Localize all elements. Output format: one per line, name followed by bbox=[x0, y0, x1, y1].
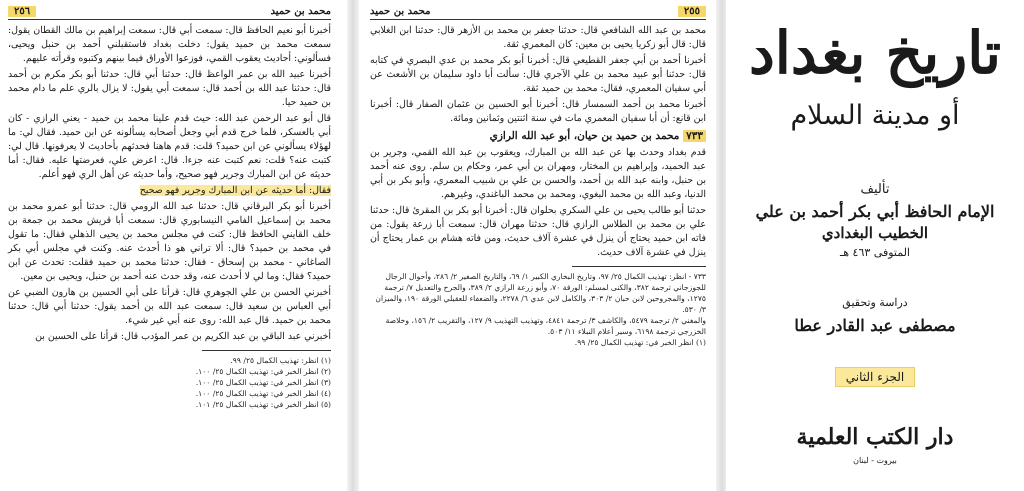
footnotes bbox=[370, 271, 706, 348]
paragraph: قدم بغداد وحدث بها عن عبد الله بن المبارك، ويعقوب بن عبد الله القمي، وجرير بن عبد الحميد، وإبراهيم بن المختار، ومهران بن أبي عمر، وحكام بن سلم. روى عنه أحمد بن حنبل، وابنه عبد الله بن أحمد، والحسن بن علي بن شبيب المعمري، وأبو بكر بن أبي الدنيا، وعبد الله بن محمد البغوي، ومحمد بن محمد الباغندي، وغيرهم. bbox=[370, 147, 706, 200]
volume-label: الجزء الثاني bbox=[835, 367, 915, 387]
paragraph: أخبرنا عبيد الله بن عمر الواعظ قال: حدثنا أبي قال: حدثنا أبو بكر مكرم بن أحمد قال: حدثنا عبد الله بن أحمد قال: سمعت أبي يقول: لا يزال بالري علم ما دام محمد بن حميد حيا. bbox=[8, 69, 331, 108]
paragraph: أخبرني عبد الباقي بن عبد الكريم بن عمر المؤدب قال: قرأنا على الحسين بن bbox=[35, 331, 331, 342]
footnote: (٤) انظر الخبر في: تهذيب الكمال ٢٥/ ١٠٠. bbox=[195, 389, 331, 398]
page-header bbox=[370, 6, 706, 20]
paragraph: أخبرنا محمد بن أحمد السمسار قال: أخبرنا أبو الحسين بن عثمان الصفار قال: أخبرنا ابن قانع: أن أبا سفيان المعمري مات في سنة اثنتين وثمانين ومائة. bbox=[370, 99, 706, 124]
page-number: ٢٥٦ bbox=[8, 6, 36, 17]
paragraph: أخبرني الحسن بن علي الجوهري قال: قرأنا على أبي الحسين بن هارون الضبي عن أبي العباس بن سعيد قال: سمعت عبد الله بن أحمد يقول: حدثنا أبي قال: حدثنا محمد بن حميد. قال عبد الله: روى عنه أبي غير شيء. bbox=[8, 287, 331, 326]
paragraph: أخبرنا أحمد بن أبي جعفر القطيعي قال: أخبرنا أبو بكر محمد بن عدي البصري في كتابه قال: حدثنا أبو عبيد محمد بن علي الآجري قال: سألت أبا داود سليمان بن الأشعث عن أبي سفيان المعمري، فقال: محمد بن حميد ثقة. bbox=[370, 55, 706, 94]
highlighted-quote bbox=[8, 184, 331, 198]
footnote: (١) انظر: تهذيب الكمال ٢٥/ ٩٩. bbox=[230, 356, 331, 365]
footnote: ٧٣٣ - انظر: تهذيب الكمال ٢٥/ ٩٧، وتاريخ البخاري الكبير ١/ ٦٩، والتاريخ الصغير ٢/ ٢٨٦، وأحوال الرجال للجوزجاني ترجمة ٣٨٢، والكنى لمسلم: الورقة ٧٠، وأبو زرعة الرازي ٢/ ٣٨٩، والجرح والتعديل ٧/ ترجمة ١٢٧٥، والمجروحين لابن حبان ٢/ ٣٠٣، والكامل لابن عدي ٦/ ٢٢٧٨، والضعفاء للعقيلي الورقة ١٩٠، والميزان ٣/ ٥٣٠. bbox=[375, 272, 706, 314]
volume bbox=[726, 370, 1024, 384]
footnote-rule bbox=[572, 266, 706, 267]
author-nisba: الخطيب البغدادي bbox=[821, 224, 929, 242]
editor-name: مصطفى عبد القادر عطا bbox=[794, 316, 956, 335]
page-number: ٢٥٥ bbox=[678, 6, 706, 17]
page-gutter bbox=[347, 0, 359, 491]
edition-label: دراسة وتحقيق bbox=[842, 296, 908, 309]
paragraph: قال أبو عبد الرحمن عبد الله: حيث قدم علينا محمد بن حميد - يعني الرازي - كان أبي بالعسكر، فلما خرج قدم أبي وجعل أصحابه يسألونه عن ابن حميد. فقال لي: ما لهؤلاء يسألوني عن ابن حميد؟ قلت: قدم هاهنا فحدثهم بأحاديث لا يعرفونها. قال لي: كتبت عنه؟ قلت: نعم كتبت عنه جزءا. قال: اعرض علي، فعرضتها عليه. فقال: أما حديثه عن ابن المبارك وجرير فهو صحيح، وأما حديثه عن أهل الري فهو أعلم. bbox=[8, 113, 331, 180]
paragraph: محمد بن عبد الله الشافعي قال: حدثنا جعفر بن محمد بن الأزهر قال: حدثنا ابن الغلابي قال: قال أبو زكريا يحيى بن معين: كان المعمري ثقة. bbox=[370, 25, 706, 50]
running-header: محمد بن حميد bbox=[270, 6, 331, 17]
paragraph: أخبرنا أبو بكر البرقاني قال: حدثنا عبد الله الرومي قال: حدثنا أبو عمرو محمد بن محمد بن إسماعيل الفامي النيسابوري قال: سمعت أبا قريش محمد بن جمعة بن خلف القايني الحافظ قال: كنت في مجلس محمد بن يحيى الذهلي فقال: ما تقول في محمد بن حميد؟ قال: ألا تراني هو ذا أحدث عنه. وكنت في مجلس أبي بكر الصاغاني - محمد بن إسحاق - فقال: حدثنا محمد بن حميد فقلت: تحدث عن ابن حميد؟ فقال: وما لي لا أحدث عنه، وقد حدث عنه أحمد بن حنبل، ويحيى بن معين. bbox=[8, 201, 331, 282]
book-title: تاريخ بغداد bbox=[748, 19, 1002, 87]
entry-number: ٧٣٣ bbox=[683, 130, 706, 142]
page-256 bbox=[0, 0, 345, 491]
entry-heading bbox=[370, 129, 706, 143]
title-page bbox=[726, 0, 1024, 491]
footnote: (١) انظر الخبر في: تهذيب الكمال ٢٥/ ٩٩. bbox=[574, 338, 706, 347]
footnotes bbox=[8, 355, 331, 410]
page-body bbox=[370, 24, 706, 260]
footnote: والمغني ٢/ ترجمة ٥٤٧٩، والكاشف ٣/ ترجمة ٤٨٤١، وتهذيب التهذيب ٩/ ١٢٧، والتقريب ٢/ ١٥٦، وخلاصة الخزرجي ترجمة ٦١٩٨، وسير أعلام النبلاء ١١/ ٥٠٣. bbox=[385, 316, 706, 336]
publisher-place: بيروت - لبنان bbox=[853, 456, 897, 465]
footnote-rule bbox=[202, 350, 331, 351]
footnote: (٣) انظر الخبر في: تهذيب الكمال ٢٥/ ١٠٠. bbox=[195, 378, 331, 387]
book-subtitle: أو مدينة السلام bbox=[790, 100, 960, 131]
author-name: الإمام الحافظ أبي بكر أحمد بن علي bbox=[755, 202, 995, 221]
publisher: دار الكتب العلمية bbox=[796, 424, 954, 450]
paragraph: أخبرنا أبو نعيم الحافظ قال: سمعت أبي قال: سمعت إبراهيم بن مالك القطان يقول: سمعت محمد بن حميد يقول: دخلت بغداد فاستقبلني أحمد بن حنبل ويحيى، فسألوني: أحاديث يعقوب القمي، فوزعوا الأوراق فيما بينهم وكتبوه وقرأته عليهم. bbox=[8, 25, 331, 64]
running-header: محمد بن حميد bbox=[370, 6, 431, 17]
highlight: فقال: أما حديثه عن ابن المبارك وجرير فهو صحيح bbox=[139, 185, 331, 196]
footnote: (٥) انظر الخبر في: تهذيب الكمال ٢٥/ ١٠١. bbox=[195, 400, 331, 409]
page-255 bbox=[360, 0, 716, 491]
authored-by: تأليف bbox=[860, 182, 890, 197]
death-year: المتوفى ٤٦٣ هـ bbox=[840, 246, 910, 259]
entry-title: محمد بن حميد بن حيان، أبو عبد الله الرازي bbox=[489, 130, 680, 142]
page-body bbox=[8, 24, 331, 344]
footnote: (٢) انظر الخبر في: تهذيب الكمال ٢٥/ ١٠٠. bbox=[195, 367, 331, 376]
page-header bbox=[8, 6, 331, 20]
paragraph: حدثنا أبو طالب يحيى بن علي السكري بحلوان قال: أخبرنا أبو بكر بن المقرئ قال: حدثنا علي بن محمد بن الطلاس الرازي قال: حدثنا مهران قال: سمعت أبا زرعة يقول: من فاته ابن حميد يحتاج أن ينزل في عشرة آلاف حديث، ومن فاته هشام بن عمار يحتاج أن ينزل في عشرة آلاف حديث. bbox=[370, 205, 706, 258]
